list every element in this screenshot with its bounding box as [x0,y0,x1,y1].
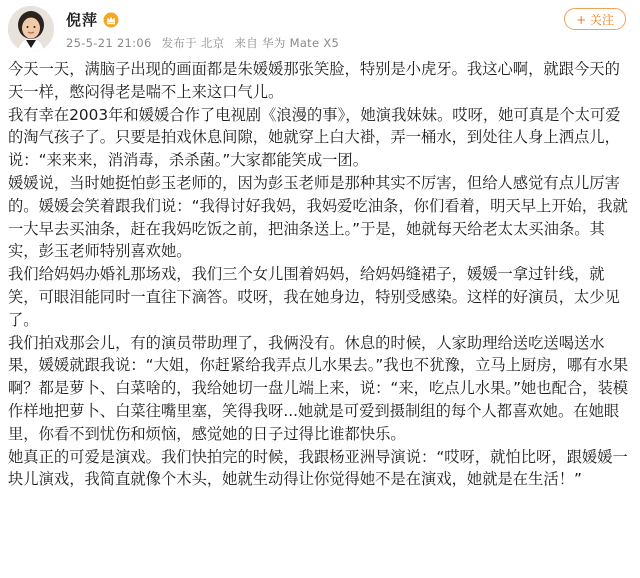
author-name[interactable]: 倪萍 [66,11,99,29]
post-paragraph: 媛媛说，当时她挺怕彭玉老师的，因为彭玉老师是那种其实不厉害，但给人感觉有点儿厉害的。媛媛会笑着跟我们说：“我得讨好我妈，我妈爱吃油条，你们看着，明天早上开始，我就一大早去买油条，赶在我妈吃饭之前，把油条送上。”于是，她就每天给老太太买油条。其实，彭玉老师特别喜欢她。 [8,173,628,261]
post-paragraph: 我们给妈妈办婚礼那场戏，我们三个女儿围着妈妈，给妈妈缝裙子，媛媛一拿过针线，就笑，可眼泪能同时一直往下滴答。哎呀，我在她身边，特别受感染。这样的好演员，太少见了。 [8,265,620,329]
follow-button[interactable]: + 关注 [564,8,626,30]
post-source: 来自 华为 Mate X5 [234,36,340,50]
post-paragraph: 今天一天，满脑子出现的画面都是朱媛媛那张笑脸，特别是小虎牙。我这心啊，就跟今天的天一样，憋闷得老是喘不上来这口气儿。 [8,60,620,101]
author-row [66,9,119,30]
post-header [0,0,640,58]
post-paragraph: 她真正的可爱是演戏。我们快拍完的时候，我跟杨亚洲导演说：“哎呀，就怕比呀，跟媛媛一块儿演戏，我简直就像个木头，她就生动得让你觉得她不是在演戏，她就是在生活！” [8,447,628,489]
crown-badge-icon [103,12,119,28]
avatar-image [8,6,54,52]
post-body [8,58,634,491]
post-location: 发布于 北京 [161,36,225,50]
post-meta [66,35,345,51]
post-paragraph: 我们拍戏那会儿，有的演员带助理了，我俩没有。休息的时候，人家助理给送吃送喝送水果，媛媛就跟我说：“大姐，你赶紧给我弄点儿水果去。”我也不犹豫，立马上厨房，哪有水果啊？都是萝卜、白菜啥的，我给她切一盘儿端上来，说：“来，吃点儿水果。”她也配合，装模作样地把萝卜、白菜往嘴里塞，笑得我呀...她就是可爱到摄制组的每个人都喜欢她。在她眼里，你看不到忧伤和烦恼，感觉她的日子过得比谁都快乐。 [8,333,629,443]
post-date: 25-5-21 21:06 [66,36,152,50]
avatar[interactable] [8,6,54,52]
post-paragraph: 我有幸在2003年和媛媛合作了电视剧《浪漫的事》，她演我妹妹。哎呀，她可真是个太可爱的淘气孩子了。只要是拍戏休息间隙，她就穿上白大褂，弄一桶水，到处往人身上洒点儿，说：“来来来，消消毒，杀杀菌。”大家都能笑成一团。 [8,105,621,170]
